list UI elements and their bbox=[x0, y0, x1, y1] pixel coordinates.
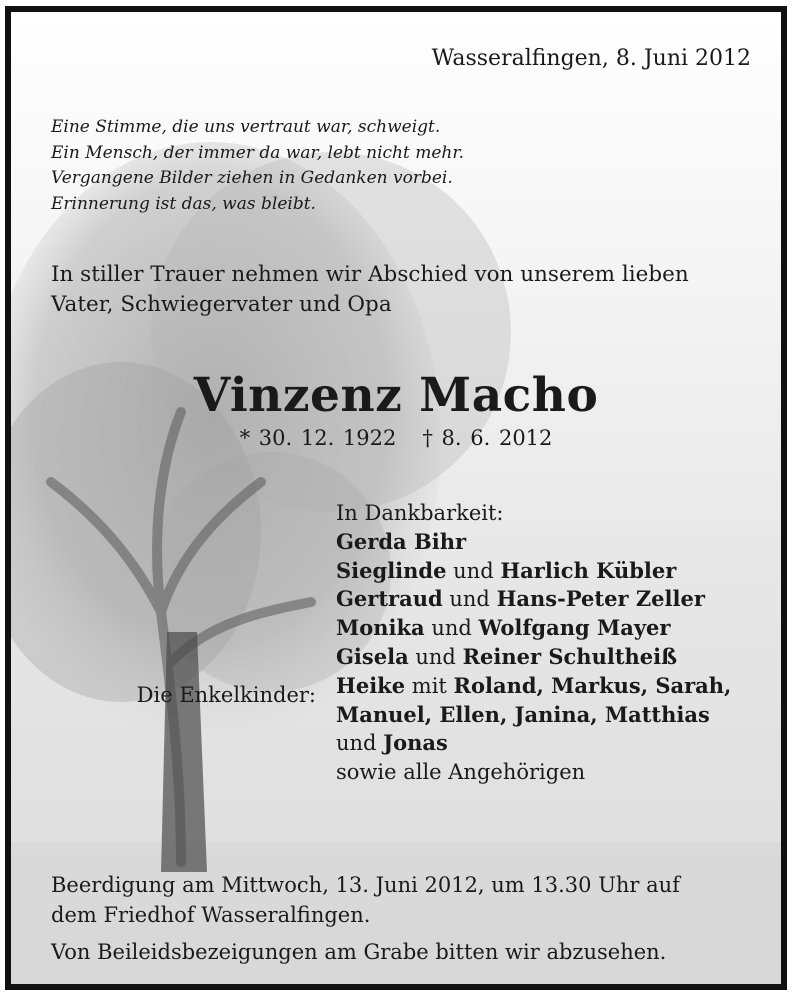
conjunction: und bbox=[431, 616, 472, 641]
mourner-name: Harlich Kübler bbox=[500, 557, 677, 583]
funeral-line: Beerdigung am Mittwoch, 13. Juni 2012, um 13.30 Uhr auf bbox=[51, 873, 680, 897]
condolence-note: Von Beileidsbezeigungen am Grabe bitten wir abzusehen. bbox=[51, 940, 667, 964]
conjunction: und bbox=[453, 558, 494, 583]
mourner-row bbox=[336, 557, 766, 586]
conjunction: und bbox=[449, 587, 490, 612]
funeral-line: dem Friedhof Wasseralfingen. bbox=[51, 903, 371, 927]
mourner-row bbox=[336, 643, 766, 672]
mourners-list bbox=[336, 499, 766, 787]
mourner-name: Hans-Peter Zeller bbox=[496, 586, 705, 612]
grandchildren-row bbox=[336, 672, 766, 701]
mourner-name: Reiner Schultheiß bbox=[462, 643, 678, 669]
life-dates bbox=[11, 426, 781, 450]
place-and-date: Wasseralfingen, 8. Juni 2012 bbox=[431, 46, 751, 71]
mourner-row bbox=[336, 614, 766, 643]
mourner-name: Gertraud bbox=[336, 586, 443, 612]
mourner-row bbox=[336, 528, 766, 557]
mourners-heading: In Dankbarkeit: bbox=[336, 501, 504, 525]
poem-line: Eine Stimme, die uns vertraut war, schweigt. bbox=[51, 117, 441, 137]
mourner-row bbox=[336, 585, 766, 614]
mourner-name: Jonas bbox=[383, 730, 448, 756]
mourner-name: Wolfgang Mayer bbox=[478, 615, 671, 641]
poem-line: Erinnerung ist das, was bleibt. bbox=[51, 193, 316, 214]
intro-line: In stiller Trauer nehmen wir Abschied von unserem lieben bbox=[51, 262, 689, 287]
mourner-name: Monika bbox=[336, 615, 425, 641]
poem-line: Ein Mensch, der immer da war, lebt nicht mehr. bbox=[51, 142, 465, 163]
grandchildren-row bbox=[336, 729, 766, 758]
funeral-info bbox=[51, 870, 761, 930]
mourner-name: Gisela bbox=[336, 643, 409, 669]
death-date: † 8. 6. 2012 bbox=[422, 426, 553, 450]
mourning-intro bbox=[51, 260, 761, 320]
birth-date: * 30. 12. 1922 bbox=[239, 426, 397, 450]
mourner-name: Gerda Bihr bbox=[336, 528, 467, 554]
grandchildren-label: Die Enkelkinder: bbox=[136, 683, 316, 707]
mourner-name: Sieglinde bbox=[336, 557, 447, 583]
mourner-name: Manuel, Ellen, Janina, Matthias bbox=[336, 701, 710, 727]
conjunction: und bbox=[415, 644, 456, 669]
grandchildren-row bbox=[336, 701, 766, 730]
poem-line: Vergangene Bilder ziehen in Gedanken vorbei. bbox=[51, 168, 453, 188]
deceased-name: Vinzenz Macho bbox=[193, 368, 599, 423]
relatives-line: sowie alle Angehörigen bbox=[336, 760, 586, 785]
conjunction: mit bbox=[411, 673, 447, 698]
mourner-name: Heike bbox=[336, 672, 406, 698]
obituary-notice bbox=[5, 6, 787, 990]
memorial-poem bbox=[51, 115, 464, 217]
intro-line: Vater, Schwiegervater und Opa bbox=[51, 292, 392, 317]
conjunction: und bbox=[336, 731, 377, 756]
mourner-name: Roland, Markus, Sarah, bbox=[453, 672, 732, 698]
